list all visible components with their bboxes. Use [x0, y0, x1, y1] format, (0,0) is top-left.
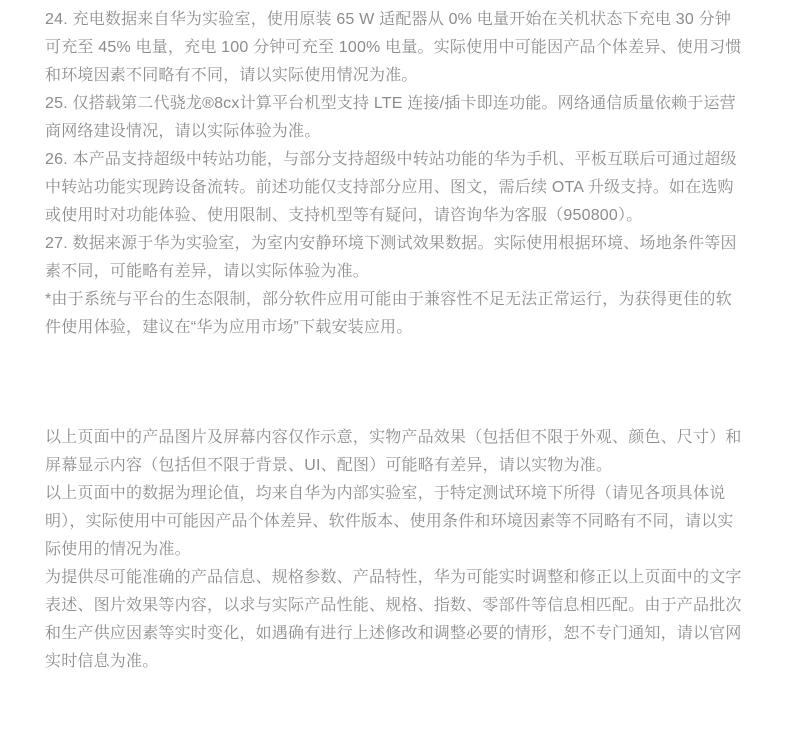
disclaimer-paragraph-updates: 为提供尽可能准确的产品信息、规格参数、产品特性，华为可能实时调整和修正以上页面中的文字表述、图片效果等内容，以求与实际产品性能、规格、指数、零部件等信息相匹配。由于产品批次和生产供应因素等实时变化，如遇确有进行上述修改和调整必要的情形，恕不专门通知，请以官网实时信息为准。 — [45, 569, 742, 670]
footnote-item-27: 27. 数据来源于华为实验室，为室内安静环境下测试效果数据。实际使用根据环境、场地条件等因素不同，可能略有差异，请以实际体验为准。 — [45, 235, 737, 280]
disclaimer-paragraph-images: 以上页面中的产品图片及屏幕内容仅作示意，实物产品效果（包括但不限于外观、颜色、尺寸）和屏幕显示内容（包括但不限于背景、UI、配图）可能略有差异，请以实物为准。 — [45, 429, 742, 474]
footnote-item-26: 26. 本产品支持超级中转站功能，与部分支持超级中转站功能的华为手机、平板互联后可通过超级中转站功能实现跨设备流转。前述功能仅支持部分应用、图文，需后续 OTA 升级支持。如在选购或使用时对功能体验、使用限制、支持机型等有疑问，请咨询华为客服（950800）。 — [45, 151, 737, 224]
footnote-item-asterisk: *由于系统与平台的生态限制，部分软件应用可能由于兼容性不足无法正常运行，为获得更佳的软件使用体验，建议在“华为应用市场”下载安装应用。 — [45, 291, 732, 336]
footnote-item-25: 25. 仅搭载第二代骁龙®8cx计算平台机型支持 LTE 连接/插卡即连功能。网络通信质量依赖于运营商网络建设情况，请以实际体验为准。 — [45, 95, 736, 140]
footnote-item-24: 24. 充电数据来自华为实验室，使用原装 65 W 适配器从 0% 电量开始在关机状态下充电 30 分钟可充至 45% 电量，充电 100 分钟可充至 100% 电量。实际使用中可能因产品个体差异、使用习惯和环境因素不同略有不同，请以实际使用情况为准。 — [45, 11, 742, 84]
disclaimer-paragraph-data: 以上页面中的数据为理论值，均来自华为内部实验室，于特定测试环境下所得（请见各项具体说明），实际使用中可能因产品个体差异、软件版本、使用条件和环境因素等不同略有不同，请以实际使用的情况为准。 — [45, 485, 734, 558]
disclaimers-section — [45, 424, 745, 676]
footnotes-section — [45, 6, 745, 342]
